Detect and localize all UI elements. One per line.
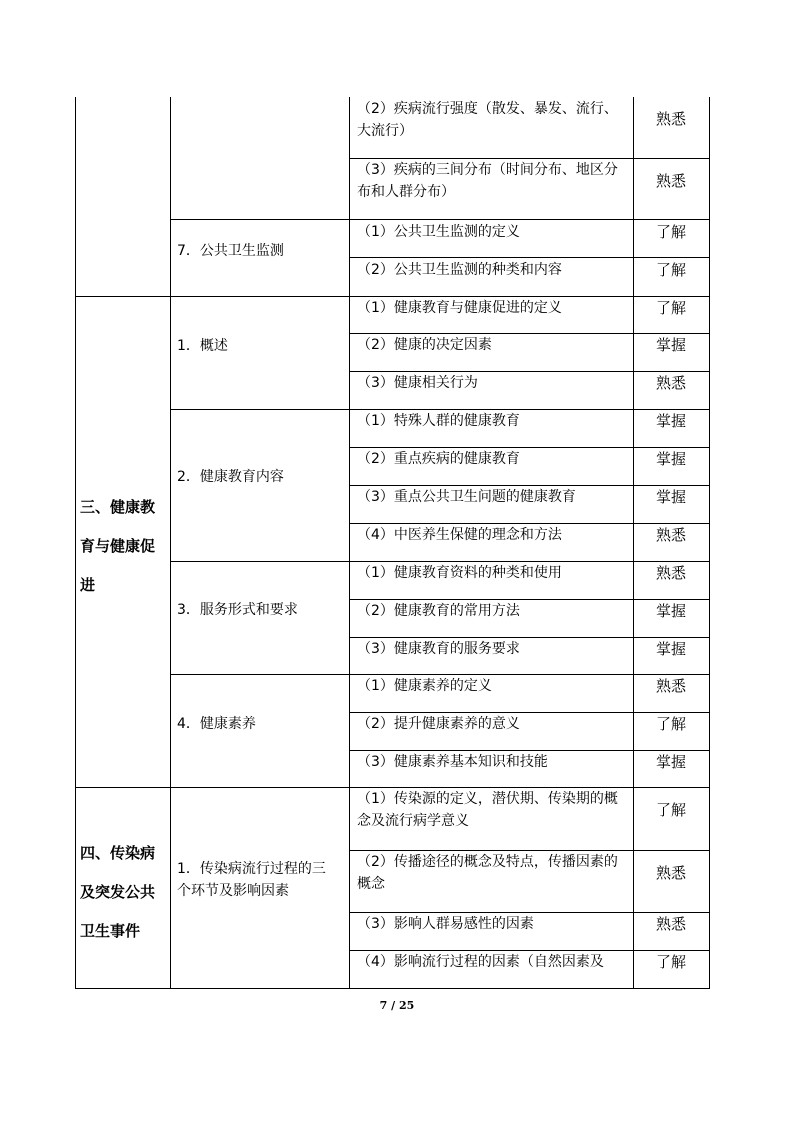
requirement-level: 了解 [655,953,686,971]
unit-infectious-disease: 四、传染病及突发公共卫生事件 [80,844,156,940]
table-row-detail: （1）特殊人群的健康教育 [357,413,520,429]
topic-overview: 1．概述 [177,338,228,354]
requirement-level: 掌握 [655,450,686,468]
requirement-level: 掌握 [655,602,686,620]
table-row-detail: （2）重点疾病的健康教育 [357,451,520,467]
table-row-detail: （3）健康相关行为 [357,375,478,391]
requirement-level: 熟悉 [655,564,686,582]
table-row-detail: （2）公共卫生监测的种类和内容 [357,262,562,278]
table-row-detail: （2）传播途径的概念及特点，传播因素的概念 [357,854,618,892]
requirement-level: 熟悉 [655,915,686,933]
table-row-detail: （3）影响人群易感性的因素 [357,916,534,932]
topic-service-forms: 3．服务形式和要求 [177,602,298,618]
table-row-detail: （3）疾病的三间分布（时间分布、地区分布和人群分布） [357,162,618,200]
table-row-detail: （1）传染源的定义，潜伏期、传染期的概念及流行病学意义 [357,791,618,829]
topic-public-health-monitoring: 7．公共卫生监测 [177,243,284,259]
table-row-detail: （2）疾病流行强度（散发、暴发、流行、大流行） [357,101,618,139]
table-row-detail: （4）影响流行过程的因素（自然因素及 [357,954,604,970]
requirement-level: 熟悉 [655,374,686,392]
page-number: 7 / 25 [379,999,415,1012]
requirement-level: 熟悉 [655,526,686,544]
unit-health-education: 三、健康教育与健康促进 [80,498,156,594]
table-row-detail: （3）健康素养基本知识和技能 [357,754,548,770]
table-row-detail: （3）健康教育的服务要求 [357,641,520,657]
requirement-level: 熟悉 [655,110,686,128]
table-row-detail: （1）健康教育与健康促进的定义 [357,300,562,316]
requirement-level: 熟悉 [655,172,686,190]
table-row-detail: （1）公共卫生监测的定义 [357,224,520,240]
topic-health-literacy: 4．健康素养 [177,716,256,732]
requirement-level: 了解 [655,261,686,279]
table-row-detail: （1）健康教育资料的种类和使用 [357,565,562,581]
table-row-detail: （4）中医养生保健的理念和方法 [357,527,562,543]
topic-health-education-content: 2．健康教育内容 [177,469,284,485]
requirement-level: 熟悉 [655,864,686,882]
requirement-level: 掌握 [655,412,686,430]
table-row-detail: （1）健康素养的定义 [357,678,492,694]
table-row-detail: （2）健康教育的常用方法 [357,603,520,619]
topic-epidemic-process: 1．传染病流行过程的三个环节及影响因素 [177,861,326,899]
requirement-level: 掌握 [655,753,686,771]
requirement-level: 了解 [655,801,686,819]
requirement-level: 掌握 [655,488,686,506]
table-row-detail: （2）提升健康素养的意义 [357,716,520,732]
requirement-level: 了解 [655,299,686,317]
requirement-level: 了解 [655,223,686,241]
table-row-detail: （3）重点公共卫生问题的健康教育 [357,489,576,505]
requirement-level: 掌握 [655,640,686,658]
requirement-level: 熟悉 [655,677,686,695]
requirement-level: 掌握 [655,336,686,354]
requirement-level: 了解 [655,715,686,733]
table-row-detail: （2）健康的决定因素 [357,337,492,353]
